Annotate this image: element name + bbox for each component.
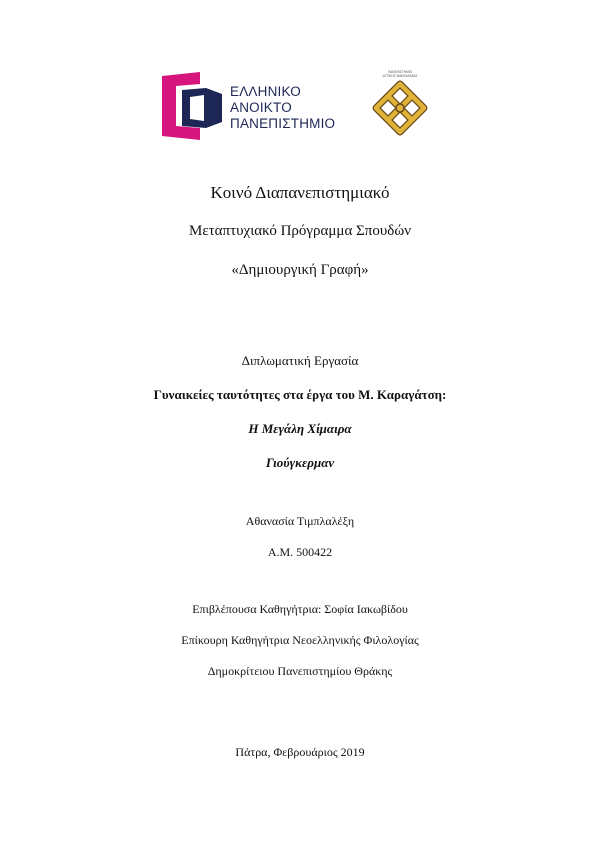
eap-name-line: ΑΝΟΙΚΤΟ <box>230 100 292 115</box>
eap-name-line: ΠΑΝΕΠΙΣΤΗΜΙΟ <box>230 116 336 131</box>
thesis-title: Γυναικείες ταυτότητες στα έργα του Μ. Καραγάτση: <box>153 387 447 402</box>
uowm-caption <box>368 70 432 78</box>
document-type: Διπλωματική Εργασία <box>241 353 359 368</box>
place-date: Πάτρα, Φεβρουάριος 2019 <box>235 745 365 759</box>
author-name: Αθανασία Τιμπλαλέξη <box>245 514 355 528</box>
thesis-work-1: Η Μεγάλη Χίμαιρα <box>248 421 352 436</box>
uowm-caption-line: ΔΥΤΙΚΗΣ ΜΑΚΕΔΟΝΙΑΣ <box>382 74 418 78</box>
eap-name-line: ΕΛΛΗΝΙΚΟ <box>230 84 301 99</box>
university-western-macedonia-logo <box>368 70 432 142</box>
supervisor-university: Δημοκρίτειου Πανεπιστημίου Θράκης <box>207 664 393 678</box>
program-line-2: Μεταπτυχιακό Πρόγραμμα Σπουδών <box>188 223 412 239</box>
hellenic-open-university-logo <box>160 70 350 142</box>
eap-emblem-icon <box>160 70 226 142</box>
program-title: «Δημιουργική Γραφή» <box>231 262 369 278</box>
thesis-work-2: Γιούγκερμαν <box>265 455 335 470</box>
student-id: Α.Μ. 500422 <box>267 545 333 559</box>
supervisor-line: Επιβλέπουσα Καθηγήτρια: Σοφία Ιακωβίδου <box>192 602 408 616</box>
uowm-caption-line: ΠΑΝΕΠΙΣΤΗΜΙΟ <box>387 70 413 74</box>
program-line-1: Κοινό Διαπανεπιστημιακό <box>210 183 390 202</box>
logos-row <box>0 70 600 145</box>
supervisor-title: Επίκουρη Καθηγήτρια Νεοελληνικής Φιλολογίας <box>181 633 419 647</box>
knot-emblem-icon <box>370 80 430 138</box>
eap-name <box>230 84 335 132</box>
